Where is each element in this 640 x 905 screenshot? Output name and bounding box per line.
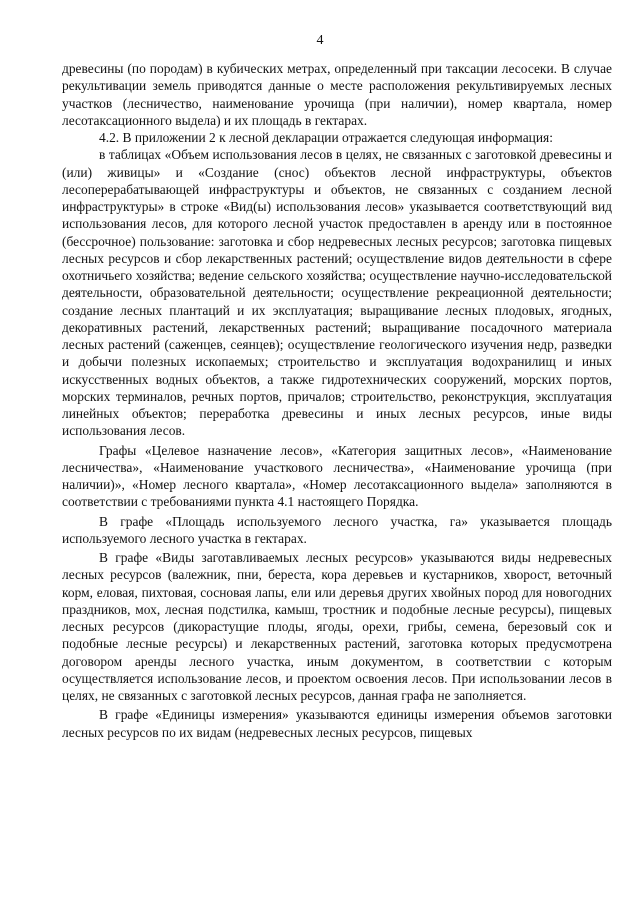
paragraph-usage-types: в таблицах «Объем использования лесов в целях, не связанных с заготовкой древесины и (или) живицы» и «Создание (снос) объектов лесной инфраструктуры, объектов лесоперерабатывающей инфраструктуры и объектов, не связанных с созданием лесной инфраструктуры» в строке «Вид(ы) использования лесов» указывается соответствующий вид использования лесов, для которого лесной участок предоставлен в аренду или в постоянное (бессрочное) пользование: заготовка и сбор недревесных лесных ресурсов; заготовка пищевых лесных ресурсов и сбор лекарственных растений; осуществление видов деятельности в сфере охотничьего хозяйства; ведение сельского хозяйства; осуществление научно-исследовательской деятельности, образовательной деятельности; осуществление рекреационной деятельности; создание лесных плантаций и их эксплуатация; выращивание лесных плодовых, ягодных, декоративных растений, лекарственных растений; выращивание посадочного материала лесных растений (саженцев, сеянцев); осуществление геологического изучения недр, разведки и добычи полезных ископаемых; строительство и эксплуатация водохранилищ и иных искусственных водных объектов, а также гидротехнических сооружений, морских портов, морских терминалов, речных портов, причалов; строительство, реконструкция, эксплуатация линейных объектов; переработка древесины и иных лесных ресурсов, иные виды использования лесов. bbox=[62, 147, 612, 439]
paragraph-continuation: древесины (по породам) в кубических метрах, определенный при таксации лесосеки. В случае рекультивации земель приводятся данные о месте расположения рекультивируемых лесных участков (лесничество, наименование урочища (при наличии), номер квартала, номер лесотаксационного выдела) и их площадь в гектарах. bbox=[62, 61, 612, 128]
paragraph-resource-types: В графе «Виды заготавливаемых лесных ресурсов» указываются виды недревесных лесных ресурсов (валежник, пни, береста, кора деревьев и кустарников, хворост, веточный корм, еловая, пихтовая, сосновая лапы, ели или деревья других хвойных пород для новогодних праздников, мох, лесная подстилка, камыш, тростник и подобные лесные ресурсы), пищевых лесных ресурсов (дикорастущие плоды, ягоды, орехи, грибы, семена, березовый сок и подобные лесные ресурсы) и лекарственных растений, заготовка которых предусмотрена договором аренды лесного участка, иным документом, в соответствии с которым осуществляется использование лесов, и проектом освоения лесов. При использовании лесов в целях, не связанных с заготовкой лесных ресурсов, данная графа не заполняется. bbox=[62, 550, 612, 703]
paragraph-columns: Графы «Целевое назначение лесов», «Категория защитных лесов», «Наименование лесничества», «Наименование участкового лесничества», «Наименование урочища (при наличии)», «Номер лесного квартала», «Номер лесотаксационного выдела» заполняются в соответствии с требованиями пункта 4.1 настоящего Порядка. bbox=[62, 442, 612, 510]
paragraph-section-4-2: 4.2. В приложении 2 к лесной декларации отражается следующая информация: bbox=[99, 130, 553, 145]
paragraph-units: В графе «Единицы измерения» указываются единицы измерения объемов заготовки лесных ресурсов по их видам (недревесных лесных ресурсов, пищевых bbox=[62, 707, 612, 740]
document-body bbox=[62, 60, 612, 741]
page-number: 4 bbox=[316, 33, 324, 48]
paragraph-area: В графе «Площадь используемого лесного участка, га» указывается площадь используемого лесного участка в гектарах. bbox=[62, 513, 612, 546]
